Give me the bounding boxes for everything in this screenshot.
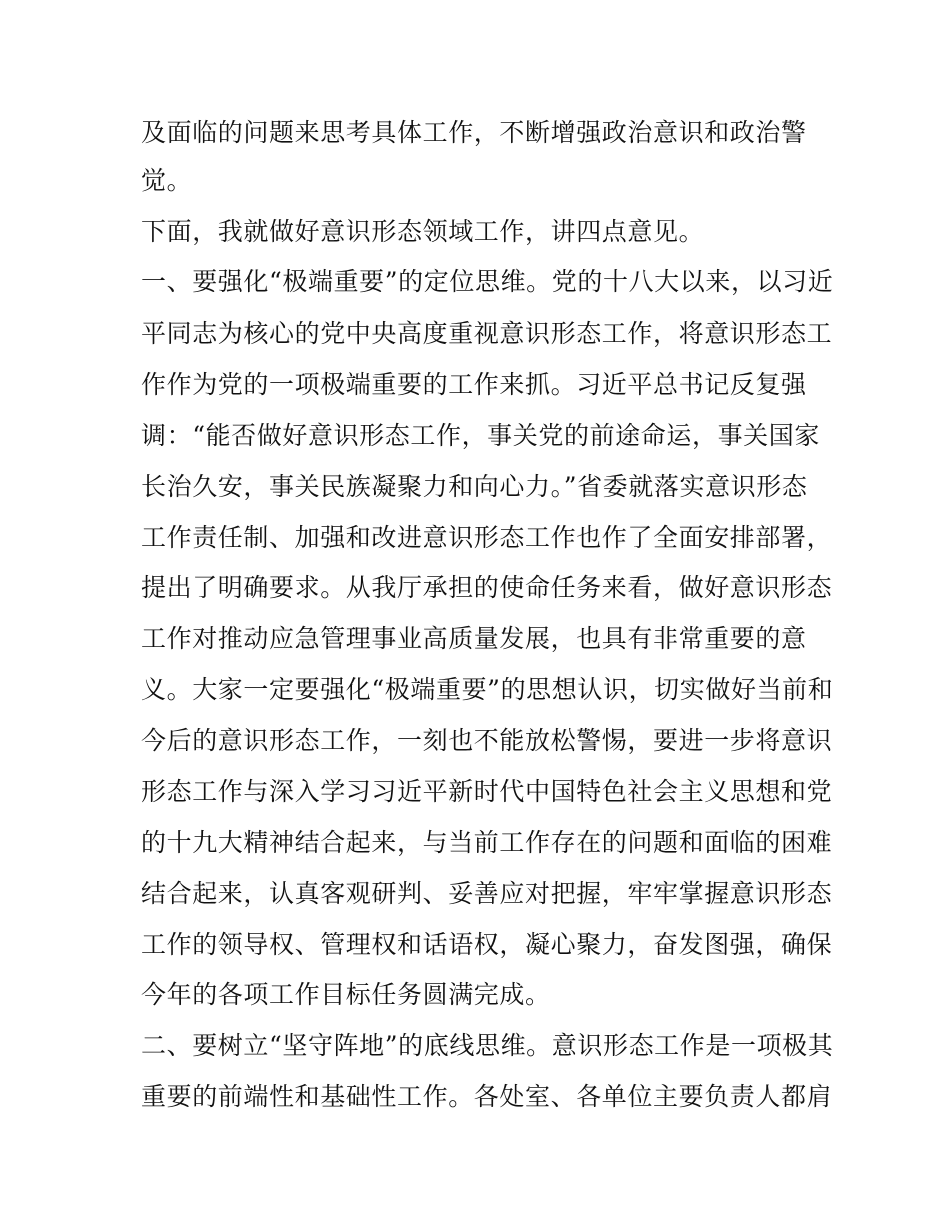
text-line-7: 调：“能否做好意识形态工作，事关党的前途命运，事关国家	[141, 421, 820, 450]
text-line-8: 长治久安，事关民族凝聚力和向心力。”省委就落实意识形态	[141, 472, 808, 501]
text-line-5: 平同志为核心的党中央高度重视意识形态工作，将意识形态工	[141, 319, 833, 348]
text-line-17: 工作的领导权、管理权和话语权，凝心聚力，奋发图强，确保	[141, 930, 833, 959]
text-line-18: 今年的各项工作目标任务圆满完成。	[141, 980, 551, 1009]
text-line-15: 的十九大精神结合起来，与当前工作存在的问题和面临的困难	[141, 828, 833, 857]
text-line-1: 及面临的问题来思考具体工作，不断增强政治意识和政治警	[141, 118, 807, 147]
text-line-19: 二、要树立“坚守阵地”的底线思维。意识形态工作是一项极其	[141, 1031, 834, 1060]
text-line-14: 形态工作与深入学习习近平新时代中国特色社会主义思想和党	[141, 777, 833, 806]
text-line-16: 结合起来，认真客观研判、妥善应对把握，牢牢掌握意识形态	[141, 879, 833, 908]
text-line-2: 觉。	[141, 166, 193, 195]
text-line-10: 提出了明确要求。从我厅承担的使命任务来看，做好意识形态	[141, 573, 833, 602]
text-line-13: 今后的意识形态工作，一刻也不能放松警惕，要进一步将意识	[141, 726, 833, 755]
text-line-4: 一、要强化“极端重要”的定位思维。党的十八大以来，以习近	[141, 267, 834, 296]
text-line-6: 作作为党的一项极端重要的工作来抓。习近平总书记反复强	[141, 370, 807, 399]
text-line-20: 重要的前端性和基础性工作。各处室、各单位主要负责人都肩	[141, 1082, 833, 1111]
text-line-11: 工作对推动应急管理事业高质量发展，也具有非常重要的意	[141, 624, 807, 653]
text-line-9: 工作责任制、加强和改进意识形态工作也作了全面安排部署，	[141, 523, 833, 552]
text-line-3: 下面，我就做好意识形态领域工作，讲四点意见。	[141, 217, 705, 246]
text-line-12: 义。大家一定要强化“极端重要”的思想认识，切实做好当前和	[141, 675, 834, 704]
